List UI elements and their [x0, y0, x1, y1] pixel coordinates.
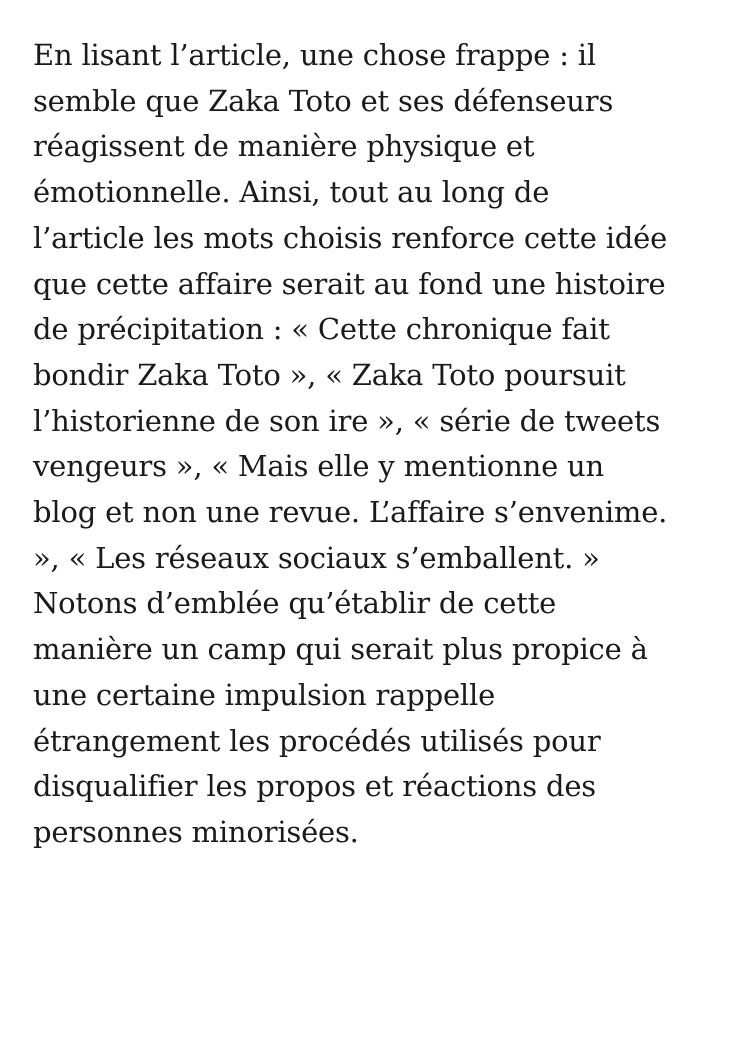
- paragraph-line: une certaine impulsion rappelle: [33, 677, 496, 712]
- paragraph-line: que cette affaire serait au fond une histoire: [33, 266, 666, 301]
- paragraph-line: blog et non une revue. L’affaire s’envenime.: [33, 495, 668, 530]
- paragraph-line: étrangement les procédés utilisés pour: [33, 723, 601, 758]
- article-paragraph: [33, 33, 733, 856]
- paragraph-line: de précipitation : « Cette chronique fait: [33, 312, 610, 347]
- paragraph-line: l’historienne de son ire », « série de tweets: [33, 403, 661, 438]
- paragraph-line: vengeurs », « Mais elle y mentionne un: [33, 449, 604, 484]
- paragraph-line: l’article les mots choisis renforce cette idée: [33, 220, 668, 255]
- paragraph-line: », « Les réseaux sociaux s’emballent. »: [33, 540, 600, 575]
- paragraph-line: semble que Zaka Toto et ses défenseurs: [33, 83, 614, 118]
- paragraph-line: personnes minorisées.: [33, 814, 359, 849]
- paragraph-line: En lisant l’article, une chose frappe : il: [33, 38, 596, 72]
- paragraph-line: manière un camp qui serait plus propice à: [33, 632, 648, 667]
- paragraph-line: disqualifier les propos et réactions des: [33, 769, 596, 804]
- paragraph-line: bondir Zaka Toto », « Zaka Toto poursuit: [33, 357, 626, 392]
- paragraph-line: Notons d’emblée qu’établir de cette: [33, 586, 557, 621]
- paragraph-line: réagissent de manière physique et: [33, 129, 535, 164]
- paragraph-line: émotionnelle. Ainsi, tout au long de: [33, 175, 550, 210]
